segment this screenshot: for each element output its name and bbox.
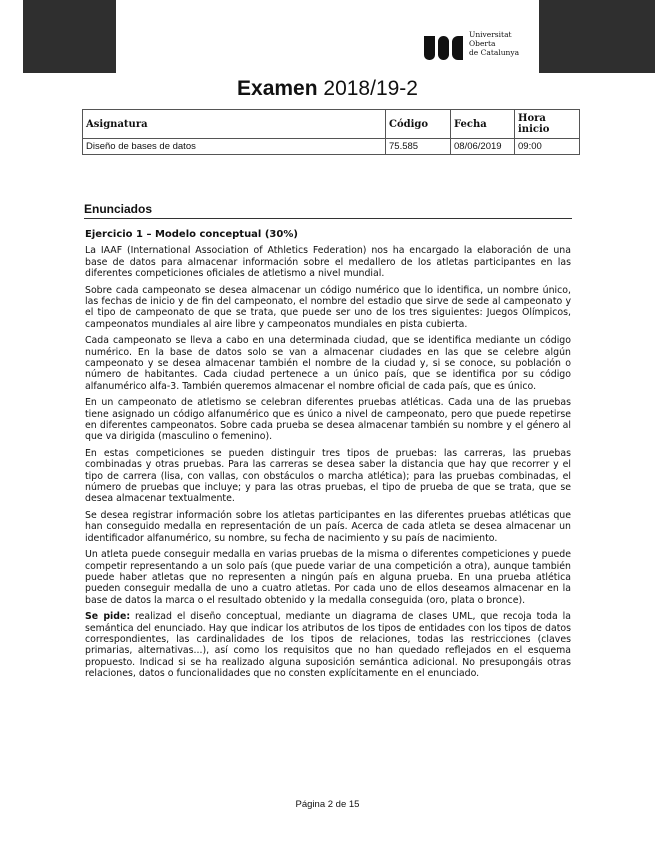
cell-hora: 09:00 — [515, 139, 580, 155]
uoc-logo-text: Universitat Oberta de Catalunya — [469, 29, 520, 57]
paragraph: Se desea registrar información sobre los atletas participantes en las diferentes pruebas atléticas que han conseguido medalla en representación de un país. Acerca de cada atleta se desea almacenar un identificador alfanumérico, su nombre, su fecha de nacimiento y su país de nacimiento. — [85, 510, 571, 544]
exercise-content — [85, 229, 571, 685]
header-codigo: Código — [386, 110, 451, 139]
exam-info-table — [82, 109, 580, 155]
cell-asignatura: Diseño de bases de datos — [83, 139, 386, 155]
title-rest: 2018/19-2 — [317, 77, 418, 100]
cell-codigo: 75.585 — [386, 139, 451, 155]
paragraph: Sobre cada campeonato se desea almacenar un código numérico que lo identifica, un nombre único, las fechas de inicio y de fin del campeonato, el nombre del estadio que sirve de sede al campeonato y el tipo de campeonato de que se trata, que puede ser uno de los tres siguientes: Juegos Olímpicos, campeonatos mundiales al aire libre y campeonatos mundiales en pista cubierta. — [85, 284, 571, 330]
header-hora: Hora inicio — [515, 110, 580, 139]
paragraph: La IAAF (International Association of Athletics Federation) nos ha encargado la elaboración de una base de datos para almacenar información sobre el medallero de los atletas participantes en las diferentes competiciones oficiales de atletismo a nivel mundial. — [85, 245, 571, 279]
header-corner-right — [539, 0, 655, 73]
header-asignatura: Asignatura — [83, 110, 386, 139]
page-title — [0, 77, 655, 101]
paragraph: En estas competiciones se pueden distinguir tres tipos de pruebas: las carreras, las pruebas combinadas y otras pruebas. Para las carreras se desea saber la distancia que hay que recorrer y el tipo de carrera (lisa, con vallas, con obstáculos o marcha atlética); para las pruebas combinadas, el número de pruebas que incluye; y para las otras pruebas, el tipo de prueba de que se trata, que se desea almacenar textualmente. — [85, 448, 571, 505]
header-corner-left — [23, 0, 116, 73]
exercise-heading: Ejercicio 1 – Modelo conceptual (30%) — [85, 229, 298, 240]
task-paragraph — [85, 611, 571, 679]
section-heading: Enunciados — [84, 202, 572, 219]
cell-fecha: 08/06/2019 — [451, 139, 515, 155]
page-number: Página 2 de 15 — [295, 799, 360, 810]
title-bold: Examen — [237, 77, 318, 100]
uoc-logo — [424, 26, 519, 60]
paragraph: Cada campeonato se lleva a cabo en una determinada ciudad, que se identifica mediante un código numérico. En la base de datos solo se van a almacenar ciudades en las que se celebre algún campeonato y se desea almacenar también el nombre de la ciudad y, si se conoce, su población o número de habitantes. Cada ciudad pertenece a un único país, que se identifica por su código alfanumérico alfa-3. También queremos almacenar el nombre oficial de cada país, que es único. — [85, 335, 571, 392]
task-label: Se pide: — [85, 611, 131, 623]
paragraph: En un campeonato de atletismo se celebran diferentes pruebas atléticas. Cada una de las pruebas tiene asignado un código alfanumérico que es único a nivel de campeonato, pero que puede repetirse en diferentes campeonatos. Sobre cada prueba se desea almacenar también su nombre y el género al que va dirigida (masculino o femenino). — [85, 397, 571, 443]
task-text: realizad el diseño conceptual, mediante un diagrama de clases UML, que recoja toda la semántica del enunciado. Hay que indicar los atributos de los tipos de entidades con los tipos de datos correspondientes, las cardinalidades de los tipos de relaciones, todas las restricciones (claves primarias, alternativas...), así como los requisitos que no han quedado reflejados en el esquema propuesto. Indicad si se ha realizado alguna suposición semántica adicional. No presupongáis otras relaciones, datos o funcionalidades que no consten explícitamente en el enunciado. — [85, 611, 571, 679]
uoc-logo-mark — [424, 26, 463, 60]
header-fecha: Fecha — [451, 110, 515, 139]
paragraph: Un atleta puede conseguir medalla en varias pruebas de la misma o diferentes competiciones y puede competir representando a un solo país (que puede variar de una competición a otra), aunque también puede haber atletas que no representen a ningún país en alguna prueba. En una prueba atlética pueden conseguir medalla de uno a cuatro atletas. Por cada uno de ellos deseamos almacenar en la base de datos la marca o el resultado obtenido y la medalla conseguida (oro, plata o bronce). — [85, 549, 571, 606]
